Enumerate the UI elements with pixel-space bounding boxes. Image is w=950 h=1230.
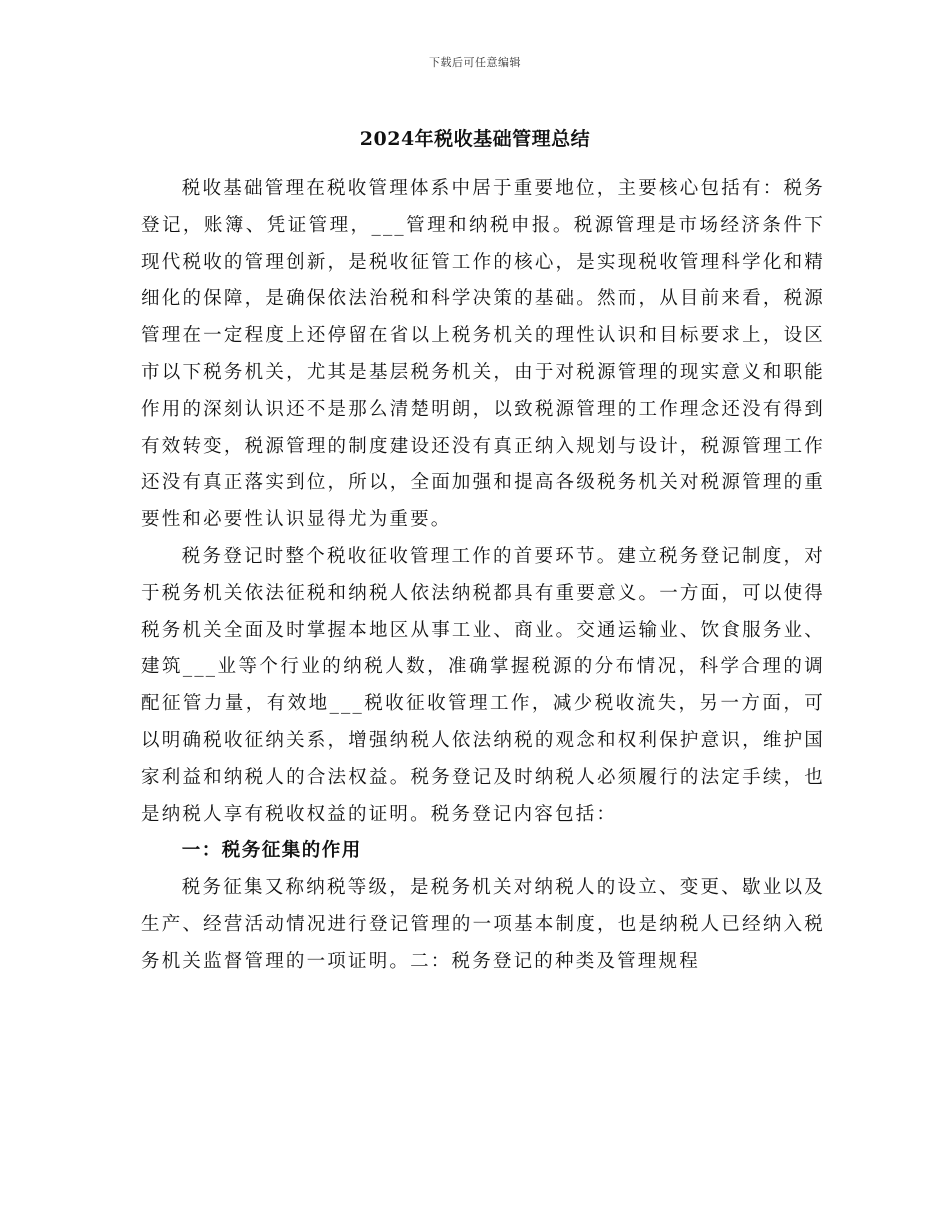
document-title: 2024年税收基础管理总结 <box>359 128 591 150</box>
section-heading: 一：税务征集的作用 <box>181 840 362 862</box>
paragraph-registration: 税务登记时整个税收征收管理工作的首要环节。建立税务登记制度，对于税务机关依法征税和纳税人依法纳税都具有重要意义。一方面，可以使得税务机关全面及时掌握本地区从事工业、商业。交通运输业、饮食服务业、建筑___业等个行业的纳税人数，准确掌握税源的分布情况，科学合理的调配征管力量，有效地___税收征收管理工作，减少税收流失，另一方面，可以明确税收征纳关系，增强纳税人依法纳税的观念和权利保护意识，维护国家利益和纳税人的合法权益。税务登记及时纳税人必须履行的法定手续，也是纳税人享有税收权益的证明。税务登记内容包括： <box>141 545 825 825</box>
document-body <box>141 171 825 981</box>
paragraph-section: 税务征集又称纳税等级，是税务机关对纳税人的设立、变更、歇业以及生产、经营活动情况进行登记管理的一项基本制度，也是纳税人已经纳入税务机关监督管理的一项证明。二：税务登记的种类及管理规程 <box>141 877 825 972</box>
paragraph-intro: 税收基础管理在税收管理体系中居于重要地位，主要核心包括有：税务登记，账簿、凭证管理，___管理和纳税申报。税源管理是市场经济条件下现代税收的管理创新，是税收征管工作的核心，是实现税收管理科学化和精细化的保障，是确保依法治税和科学决策的基础。然而，从目前来看，税源管理在一定程度上还停留在省以上税务机关的理性认识和目标要求上，设区市以下税务机关，尤其是基层税务机关，由于对税源管理的现实意义和职能作用的深刻认识还不是那么清楚明朗，以致税源管理的工作理念还没有得到有效转变，税源管理的制度建设还没有真正纳入规划与设计，税源管理工作还没有真正落实到位，所以，全面加强和提高各级税务机关对税源管理的重要性和必要性认识显得尤为重要。 <box>141 178 825 531</box>
header-note: 下载后可任意编辑 <box>429 56 521 69</box>
